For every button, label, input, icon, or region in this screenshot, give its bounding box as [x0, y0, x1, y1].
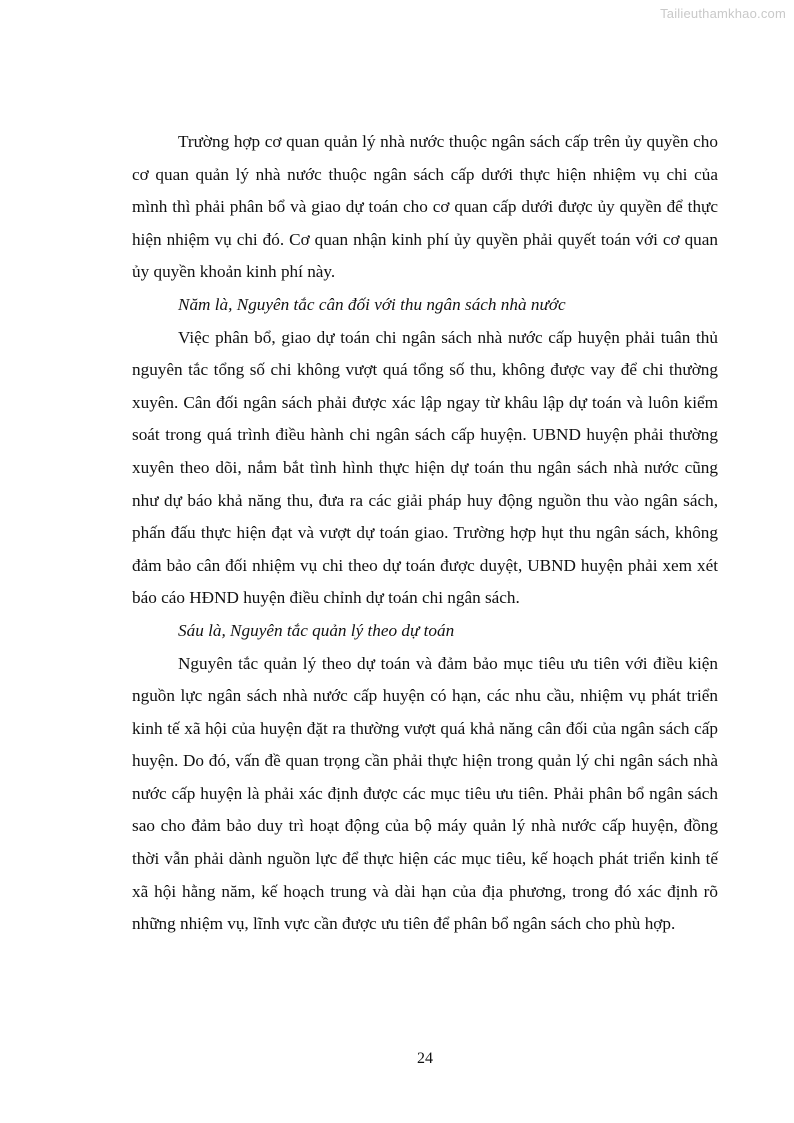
heading-sixth-principle: Sáu là, Nguyên tắc quản lý theo dự toán — [178, 620, 455, 640]
heading-fifth-principle: Năm là, Nguyên tắc cân đối với thu ngân sách nhà nước — [178, 294, 566, 314]
paragraph-estimate-management: Nguyên tắc quản lý theo dự toán và đảm bảo mục tiêu ưu tiên với điều kiện nguồn lực ngân sách nhà nước cấp huyện có hạn, các nhu cầu, nhiệm vụ phát triển kinh tế xã hội của huyện đặt ra thường vượt quá khả năng cân đối của ngân sách cấp huyện. Do đó, vấn đề quan trọng cần phải thực hiện trong quản lý chi ngân sách nhà nước cấp huyện là phải xác định được các mục tiêu ưu tiên. Phải phân bổ ngân sách sao cho đảm bảo duy trì hoạt động của bộ máy quản lý nhà nước cấp huyện, đồng thời vẫn phải dành nguồn lực để thực hiện các mục tiêu, kế hoạch phát triển kinh tế xã hội hằng năm, kế hoạch trung và dài hạn của địa phương, trong đó xác định rõ những nhiệm vụ, lĩnh vực cần được ưu tiên để phân bổ ngân sách cho phù hợp. — [132, 653, 718, 934]
document-body — [132, 126, 718, 941]
paragraph-delegated-spending: Trường hợp cơ quan quản lý nhà nước thuộc ngân sách cấp trên ủy quyền cho cơ quan quản lý nhà nước thuộc ngân sách cấp dưới thực hiện nhiệm vụ chi của mình thì phải phân bổ và giao dự toán cho cơ quan cấp dưới được ủy quyền để thực hiện nhiệm vụ chi đó. Cơ quan nhận kinh phí ủy quyền phải quyết toán với cơ quan ủy quyền khoản kinh phí này. — [132, 132, 718, 282]
page-number: 24 — [417, 1050, 433, 1067]
paragraph-budget-balance: Việc phân bổ, giao dự toán chi ngân sách nhà nước cấp huyện phải tuân thủ nguyên tắc tổng số chi không vượt quá tổng số thu, không được vay để chi thường xuyên. Cân đối ngân sách phải được xác lập ngay từ khâu lập dự toán và luôn kiểm soát trong quá trình điều hành chi ngân sách cấp huyện. UBND huyện phải thường xuyên theo dõi, nắm bắt tình hình thực hiện dự toán thu ngân sách nhà nước cũng như dự báo khả năng thu, đưa ra các giải pháp huy động nguồn thu vào ngân sách, phấn đấu thực hiện đạt và vượt dự toán giao. Trường hợp hụt thu ngân sách, không đảm bảo cân đối nhiệm vụ chi theo dự toán được duyệt, UBND huyện phải xem xét báo cáo HĐND huyện điều chỉnh dự toán chi ngân sách. — [132, 327, 718, 608]
site-watermark: Tailieuthamkhao.com — [660, 6, 786, 21]
